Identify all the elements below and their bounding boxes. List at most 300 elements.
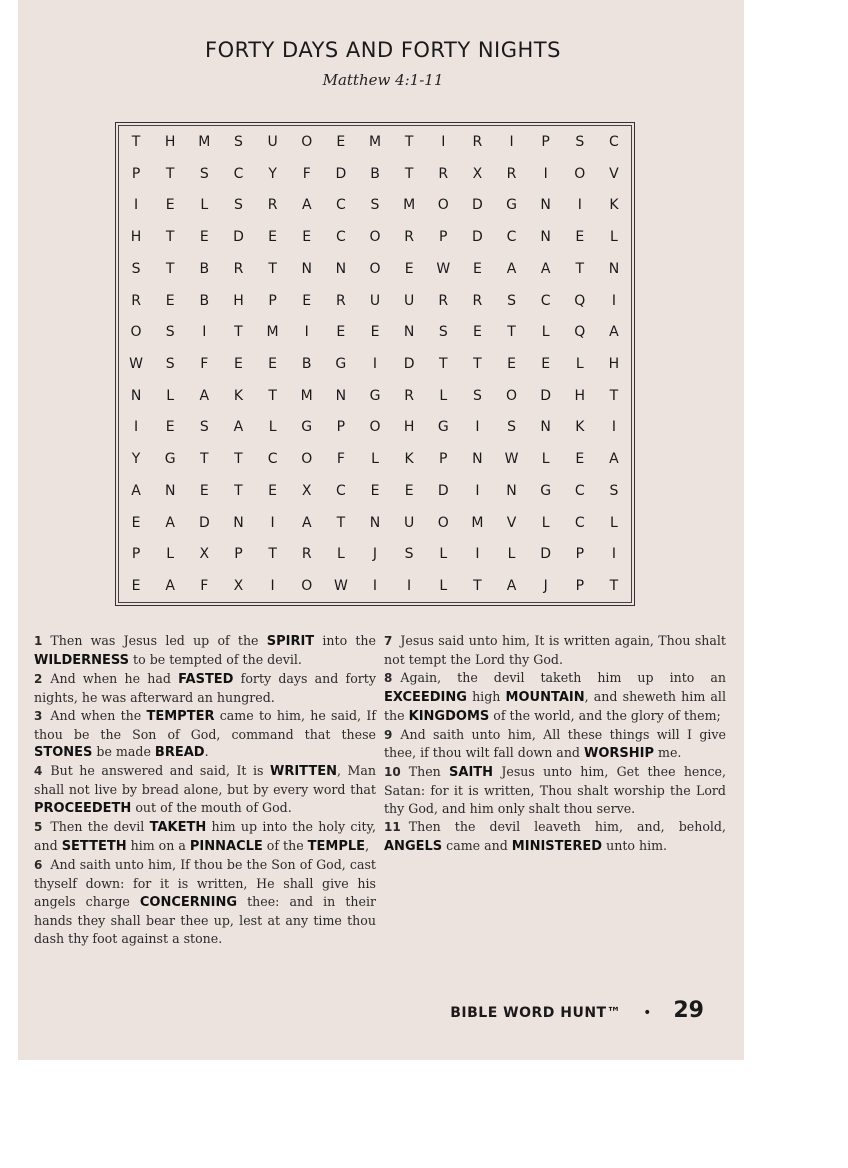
grid-letter[interactable]: G xyxy=(335,355,347,372)
grid-letter[interactable]: D xyxy=(198,514,210,531)
grid-letter[interactable]: H xyxy=(233,292,244,309)
grid-letter[interactable]: O xyxy=(301,133,313,150)
grid-letter[interactable]: I xyxy=(133,419,139,436)
hidden-word: TEMPLE xyxy=(307,838,366,854)
grid-letter[interactable]: L xyxy=(166,546,175,563)
hidden-word: SAITH xyxy=(449,765,494,781)
grid-letter[interactable]: E xyxy=(336,133,346,150)
verse-text: into the xyxy=(314,633,376,648)
grid-letter[interactable]: E xyxy=(165,419,175,436)
hidden-word: FASTED xyxy=(178,671,234,687)
verse-text: out of the mouth of God. xyxy=(131,800,292,816)
grid-letter[interactable]: T xyxy=(609,578,619,595)
grid-letter[interactable]: P xyxy=(131,165,141,182)
grid-letter[interactable]: I xyxy=(475,419,480,436)
grid-letter[interactable]: E xyxy=(370,482,380,499)
grid-letter[interactable]: Y xyxy=(268,165,277,182)
grid-letter[interactable]: T xyxy=(234,451,243,468)
hidden-word: PINNACLE xyxy=(189,838,263,854)
verse-number: 4 xyxy=(34,764,43,779)
grid-letter[interactable]: I xyxy=(133,197,139,214)
grid-letter[interactable]: N xyxy=(403,324,415,341)
grid-letter[interactable]: E xyxy=(268,229,278,246)
grid-letter[interactable]: R xyxy=(233,260,244,277)
grid-letter[interactable]: O xyxy=(506,387,518,404)
verse-number: 11 xyxy=(384,820,401,835)
grid-letter[interactable]: D xyxy=(472,229,483,246)
grid-letter[interactable]: S xyxy=(507,419,516,436)
grid-letter[interactable]: E xyxy=(404,482,414,499)
grid-letter[interactable]: T xyxy=(473,355,482,372)
grid-letter[interactable]: P xyxy=(439,229,448,246)
hidden-word: WILDERNESS xyxy=(34,652,130,668)
grid-letter[interactable]: T xyxy=(404,133,414,150)
grid-letter[interactable]: F xyxy=(336,451,345,468)
grid-letter[interactable]: I xyxy=(304,324,309,341)
grid-letter[interactable]: E xyxy=(234,355,243,372)
grid-letter[interactable]: S xyxy=(165,355,175,372)
grid-letter[interactable]: E xyxy=(507,355,516,372)
grid-letter[interactable]: N xyxy=(540,229,551,246)
grid-letter[interactable]: O xyxy=(130,324,142,341)
grid-letter[interactable]: S xyxy=(507,292,516,309)
grid-letter[interactable]: L xyxy=(166,387,175,404)
verse-number: 7 xyxy=(384,634,393,648)
grid-letter[interactable]: L xyxy=(371,451,379,468)
grid-letter[interactable]: S xyxy=(234,133,243,150)
grid-letter[interactable]: Q xyxy=(574,324,586,341)
verse-text: him on a xyxy=(126,837,190,853)
grid-letter[interactable]: N xyxy=(233,514,244,531)
grid-letter[interactable]: T xyxy=(165,165,175,182)
grid-letter[interactable]: R xyxy=(472,292,483,309)
verse xyxy=(34,632,376,670)
verse-number: 5 xyxy=(34,820,43,835)
verse-text: to be tempted of the devil. xyxy=(129,651,302,667)
grid-letter[interactable]: A xyxy=(301,197,312,214)
grid-letter[interactable]: L xyxy=(439,387,448,404)
grid-letter[interactable]: T xyxy=(165,229,175,246)
grid-letter[interactable]: S xyxy=(472,387,482,404)
grid-letter[interactable]: P xyxy=(575,546,585,563)
grid-letter[interactable]: P xyxy=(234,546,243,563)
verse-number: 3 xyxy=(34,708,43,723)
grid-letter[interactable]: I xyxy=(543,165,548,182)
verse xyxy=(34,670,376,707)
grid-letter[interactable]: S xyxy=(575,133,585,150)
verse-number: 6 xyxy=(34,857,43,872)
grid-letter[interactable]: E xyxy=(302,229,312,246)
grid-letter[interactable]: H xyxy=(608,355,620,372)
grid-letter[interactable]: G xyxy=(369,387,381,404)
hidden-word: MINISTERED xyxy=(511,838,603,854)
grid-letter[interactable]: C xyxy=(267,451,278,468)
grid-letter[interactable]: K xyxy=(575,419,585,436)
verse-text: And saith unto him, If thou be the Son of God, cast thyself down: for it is written, He shall give his angels charge xyxy=(34,856,376,909)
grid-letter[interactable]: C xyxy=(540,292,551,309)
grid-letter[interactable]: T xyxy=(234,324,243,341)
verse-text: . xyxy=(204,744,209,760)
grid-letter[interactable]: T xyxy=(268,260,277,277)
verse-text: forty days and forty nights, he was afterward an hungred. xyxy=(34,670,376,705)
grid-letter[interactable]: I xyxy=(441,133,446,150)
grid-letter[interactable]: C xyxy=(335,229,346,246)
grid-letter[interactable]: E xyxy=(199,229,209,246)
grid-letter[interactable]: W xyxy=(333,578,348,595)
grid-letter[interactable]: L xyxy=(439,578,448,595)
grid-letter[interactable]: T xyxy=(165,260,175,277)
grid-letter[interactable]: G xyxy=(437,419,449,436)
grid-letter[interactable]: I xyxy=(577,197,582,214)
grid-letter[interactable]: O xyxy=(301,451,313,468)
grid-letter[interactable]: R xyxy=(267,197,278,214)
grid-letter[interactable]: N xyxy=(608,260,620,277)
hidden-word: WORSHIP xyxy=(584,746,655,762)
grid-letter[interactable]: I xyxy=(475,546,480,563)
grid-letter[interactable]: I xyxy=(509,133,514,150)
grid-letter[interactable]: F xyxy=(200,578,209,595)
verse-text: , xyxy=(365,837,370,853)
grid-letter[interactable]: H xyxy=(403,419,415,436)
verse xyxy=(384,726,726,764)
verse-text: Jesus said unto him, It is written again, Thou shalt not tempt the Lord thy God. xyxy=(384,633,726,667)
grid-letter[interactable]: E xyxy=(268,355,278,372)
grid-letter[interactable]: S xyxy=(438,324,448,341)
grid-letter[interactable]: W xyxy=(436,260,451,277)
hidden-word: PROCEEDETH xyxy=(34,801,132,817)
grid-letter[interactable]: P xyxy=(336,419,346,436)
verse-text: And when he had xyxy=(50,670,179,686)
grid-letter[interactable]: A xyxy=(165,578,175,595)
hidden-word: TEMPTER xyxy=(146,708,215,724)
grid-letter[interactable]: I xyxy=(611,419,616,436)
grid-letter[interactable]: A xyxy=(540,260,551,277)
grid-letter[interactable]: N xyxy=(369,514,381,531)
grid-letter[interactable]: D xyxy=(335,165,347,182)
grid-letter[interactable]: T xyxy=(507,324,516,341)
page-title: FORTY DAYS AND FORTY NIGHTS xyxy=(205,38,561,62)
grid-letter[interactable]: A xyxy=(165,514,175,531)
grid-letter[interactable]: A xyxy=(131,482,141,499)
grid-letter[interactable]: N xyxy=(472,451,483,468)
grid-letter[interactable]: I xyxy=(270,578,275,595)
grid-letter[interactable]: D xyxy=(233,229,244,246)
grid-letter[interactable]: R xyxy=(438,292,449,309)
grid-letter[interactable]: A xyxy=(506,260,517,277)
grid-letter[interactable]: P xyxy=(131,546,141,563)
grid-letter[interactable]: L xyxy=(610,229,618,246)
grid-letter[interactable]: P xyxy=(268,292,277,309)
verse-text: Then the devil leaveth him, and, behold, xyxy=(408,819,726,835)
grid-letter[interactable]: J xyxy=(372,546,378,563)
grid-letter[interactable]: G xyxy=(301,419,313,436)
grid-letter[interactable]: K xyxy=(233,387,244,404)
verse-number: 1 xyxy=(34,634,43,648)
grid-letter[interactable]: L xyxy=(507,546,516,563)
grid-letter[interactable]: U xyxy=(267,133,278,150)
verse-number: 8 xyxy=(384,670,393,685)
grid-letter[interactable]: T xyxy=(438,355,448,372)
grid-letter[interactable]: H xyxy=(164,133,176,150)
page xyxy=(18,0,744,1060)
grid-letter[interactable]: N xyxy=(335,387,347,404)
grid-letter[interactable]: N xyxy=(540,419,551,436)
grid-letter[interactable]: B xyxy=(301,355,312,372)
verse xyxy=(34,856,376,948)
grid-letter[interactable]: V xyxy=(609,165,619,182)
hidden-word: KINGDOMS xyxy=(408,708,490,724)
grid-letter[interactable]: S xyxy=(370,197,380,214)
grid-letter[interactable]: R xyxy=(506,165,517,182)
verse xyxy=(384,632,726,669)
grid-letter[interactable]: N xyxy=(540,197,551,214)
grid-letter[interactable]: L xyxy=(200,197,209,214)
grid-letter[interactable]: K xyxy=(609,197,619,214)
verse-text: be made xyxy=(92,744,155,760)
grid-letter[interactable]: C xyxy=(574,482,585,499)
hidden-word: SPIRIT xyxy=(266,634,315,649)
verse xyxy=(34,762,376,818)
grid-letter[interactable]: I xyxy=(372,355,378,372)
grid-letter[interactable]: S xyxy=(404,546,414,563)
grid-letter[interactable]: G xyxy=(164,451,176,468)
grid-letter[interactable]: C xyxy=(233,165,244,182)
verse xyxy=(34,707,376,763)
grid-letter[interactable]: O xyxy=(301,578,313,595)
grid-letter[interactable]: E xyxy=(404,260,414,277)
grid-letter[interactable]: E xyxy=(370,324,380,341)
grid-letter[interactable]: L xyxy=(541,451,550,468)
grid-letter[interactable]: Q xyxy=(574,292,586,309)
grid-letter[interactable]: I xyxy=(611,546,616,563)
grid-letter[interactable]: E xyxy=(575,451,585,468)
grid-letter[interactable]: S xyxy=(609,482,619,499)
grid-letter[interactable]: M xyxy=(300,387,313,404)
grid-letter[interactable]: R xyxy=(301,546,312,563)
grid-letter[interactable]: P xyxy=(541,133,550,150)
grid-letter[interactable]: S xyxy=(131,260,141,277)
grid-letter[interactable]: C xyxy=(609,133,619,150)
verse-text: of the xyxy=(262,837,308,853)
hidden-word: WRITTEN xyxy=(269,764,337,780)
grid-letter[interactable]: J xyxy=(543,578,548,595)
grid-letter[interactable]: A xyxy=(199,387,210,404)
grid-letter[interactable]: T xyxy=(234,482,243,499)
hidden-word: CONCERNING xyxy=(139,894,238,910)
word-search-cells xyxy=(118,125,632,603)
grid-letter[interactable]: O xyxy=(574,165,586,182)
verse xyxy=(384,818,726,856)
grid-letter[interactable]: G xyxy=(506,197,517,214)
grid-letter[interactable]: O xyxy=(369,229,381,246)
hidden-word: EXCEEDING xyxy=(384,689,467,705)
grid-letter[interactable]: D xyxy=(472,197,483,214)
verse-number: 9 xyxy=(384,727,393,742)
grid-letter[interactable]: B xyxy=(199,292,210,309)
grid-letter[interactable]: M xyxy=(266,324,279,341)
grid-letter[interactable]: E xyxy=(472,324,482,341)
grid-letter[interactable]: F xyxy=(200,355,209,372)
grid-letter[interactable]: E xyxy=(302,292,312,309)
verse-text: high xyxy=(466,688,506,704)
grid-letter[interactable]: R xyxy=(404,387,414,404)
verse-text: , Man shall not live by bread alone, but by every word that xyxy=(34,763,376,798)
grid-letter[interactable]: I xyxy=(372,578,378,595)
grid-letter[interactable]: L xyxy=(541,514,550,531)
grid-letter[interactable]: A xyxy=(609,451,619,468)
verse-text: And saith unto him, All these things will I give thee, if thou wilt fall down and xyxy=(384,726,726,761)
verse-text: unto him. xyxy=(602,837,668,853)
grid-letter[interactable]: B xyxy=(199,260,210,277)
word-search-grid xyxy=(115,122,635,606)
grid-letter[interactable]: R xyxy=(438,165,449,182)
grid-letter[interactable]: O xyxy=(437,197,449,214)
verse-text: Then was Jesus led up of the xyxy=(50,633,267,648)
grid-letter[interactable]: E xyxy=(165,197,175,214)
grid-letter[interactable]: R xyxy=(404,229,414,246)
scripture-reference: Matthew 4:1-11 xyxy=(322,71,444,89)
grid-letter[interactable]: C xyxy=(335,482,346,499)
verse-text: Jesus unto him, Get thee hence, Satan: for it is written, Thou shalt worship the Lord thy God, and him only shalt thou serve. xyxy=(384,764,726,817)
grid-letter[interactable]: R xyxy=(335,292,346,309)
grid-letter[interactable]: D xyxy=(437,482,449,499)
grid-letter[interactable]: T xyxy=(404,165,414,182)
hidden-word: STONES xyxy=(34,745,93,761)
grid-letter[interactable]: T xyxy=(336,514,346,531)
hidden-word: SETTETH xyxy=(61,838,127,854)
grid-letter[interactable]: U xyxy=(369,292,381,309)
grid-letter[interactable]: Y xyxy=(131,451,141,468)
verses-column-left xyxy=(34,632,376,947)
grid-letter[interactable]: I xyxy=(202,324,207,341)
grid-letter[interactable]: M xyxy=(198,133,211,150)
grid-letter[interactable]: A xyxy=(233,419,244,436)
grid-letter[interactable]: A xyxy=(301,514,312,531)
grid-letter[interactable]: X xyxy=(301,482,312,499)
verse-text: Again, the devil taketh him up into an xyxy=(400,669,726,685)
grid-letter[interactable]: S xyxy=(199,419,209,436)
grid-letter[interactable]: I xyxy=(270,514,275,531)
footer-bullet: • xyxy=(643,1005,652,1021)
verse-text: , and sheweth him all the xyxy=(384,688,726,723)
grid-letter[interactable]: T xyxy=(473,578,482,595)
verse-text: came to him, he said, If thou be the Son of God, command that these xyxy=(34,707,377,742)
grid-letter[interactable]: N xyxy=(164,482,176,499)
verse-number: 2 xyxy=(34,671,43,686)
grid-letter[interactable]: M xyxy=(403,197,416,214)
grid-letter[interactable]: L xyxy=(268,419,277,436)
grid-letter[interactable]: X xyxy=(472,165,483,182)
grid-letter[interactable]: O xyxy=(369,260,381,277)
grid-letter[interactable]: S xyxy=(165,324,175,341)
grid-letter[interactable]: E xyxy=(131,514,141,531)
verse-number: 10 xyxy=(384,765,401,780)
grid-letter[interactable]: R xyxy=(131,292,141,309)
grid-letter[interactable]: C xyxy=(574,514,585,531)
grid-letter[interactable]: A xyxy=(506,578,517,595)
grid-letter[interactable]: L xyxy=(336,546,345,563)
grid-letter[interactable]: N xyxy=(335,260,347,277)
grid-letter[interactable]: T xyxy=(268,387,277,404)
grid-letter[interactable]: W xyxy=(504,451,519,468)
verse-text: came and xyxy=(442,837,512,853)
grid-letter[interactable]: F xyxy=(302,165,311,182)
grid-letter[interactable]: E xyxy=(472,260,482,277)
grid-letter[interactable]: E xyxy=(268,482,278,499)
hidden-word: BREAD xyxy=(154,745,205,761)
grid-letter[interactable]: P xyxy=(575,578,585,595)
grid-letter[interactable]: L xyxy=(575,355,584,372)
grid-letter[interactable]: D xyxy=(540,546,552,563)
grid-letter[interactable]: L xyxy=(439,546,448,563)
page-footer xyxy=(450,998,704,1023)
grid-letter[interactable]: I xyxy=(407,578,412,595)
verse-text: me. xyxy=(654,745,682,761)
grid-letter[interactable]: L xyxy=(541,324,550,341)
grid-letter[interactable]: A xyxy=(609,324,619,341)
grid-letter[interactable]: M xyxy=(368,133,382,150)
grid-letter[interactable]: O xyxy=(437,514,449,531)
verse xyxy=(384,669,726,726)
hidden-word: TAKETH xyxy=(149,820,207,836)
grid-letter[interactable]: H xyxy=(130,229,142,246)
grid-letter[interactable]: T xyxy=(575,260,585,277)
verse xyxy=(384,763,726,818)
grid-letter[interactable]: P xyxy=(439,451,448,468)
grid-letter[interactable]: D xyxy=(540,387,552,404)
grid-letter[interactable]: W xyxy=(129,355,143,372)
grid-letter[interactable]: E xyxy=(199,482,209,499)
grid-letter[interactable]: T xyxy=(268,546,277,563)
grid-letter[interactable]: V xyxy=(506,514,517,531)
grid-letter[interactable]: N xyxy=(130,387,142,404)
grid-letter[interactable]: S xyxy=(234,197,243,214)
grid-letter[interactable]: H xyxy=(574,387,586,404)
grid-letter[interactable]: E xyxy=(131,578,141,595)
grid-letter[interactable]: D xyxy=(403,355,415,372)
grid-letter[interactable]: R xyxy=(472,133,483,150)
grid-letter[interactable]: U xyxy=(404,292,415,309)
grid-letter[interactable]: X xyxy=(199,546,210,563)
grid-letter[interactable]: L xyxy=(610,514,618,531)
grid-letter[interactable]: E xyxy=(575,229,585,246)
hidden-word: ANGELS xyxy=(384,838,443,854)
grid-letter[interactable]: M xyxy=(471,514,484,531)
grid-letter[interactable]: T xyxy=(609,387,619,404)
verse-text: Then xyxy=(408,764,450,780)
grid-letter[interactable]: N xyxy=(506,482,517,499)
grid-letter[interactable]: C xyxy=(506,229,517,246)
grid-letter[interactable]: E xyxy=(165,292,175,309)
grid-letter[interactable]: T xyxy=(131,133,141,150)
grid-letter[interactable]: T xyxy=(200,451,209,468)
grid-letter[interactable]: C xyxy=(335,197,346,214)
grid-letter[interactable]: E xyxy=(336,324,346,341)
grid-letter[interactable]: K xyxy=(404,451,414,468)
grid-letter[interactable]: S xyxy=(199,165,209,182)
grid-letter[interactable]: G xyxy=(540,482,552,499)
verse-text: thee: and in their hands they shall bear thee up, lest at any time thou dash thy foot against a stone. xyxy=(34,893,376,946)
grid-letter[interactable]: I xyxy=(611,292,616,309)
grid-letter[interactable]: O xyxy=(369,419,381,436)
grid-letter[interactable]: B xyxy=(370,165,380,182)
grid-letter[interactable]: I xyxy=(475,482,480,499)
verse-text: But he answered and said, It is xyxy=(50,763,270,779)
grid-letter[interactable]: N xyxy=(301,260,312,277)
grid-letter[interactable]: X xyxy=(233,578,244,595)
grid-letter[interactable]: U xyxy=(404,514,415,531)
grid-letter[interactable]: E xyxy=(541,355,551,372)
